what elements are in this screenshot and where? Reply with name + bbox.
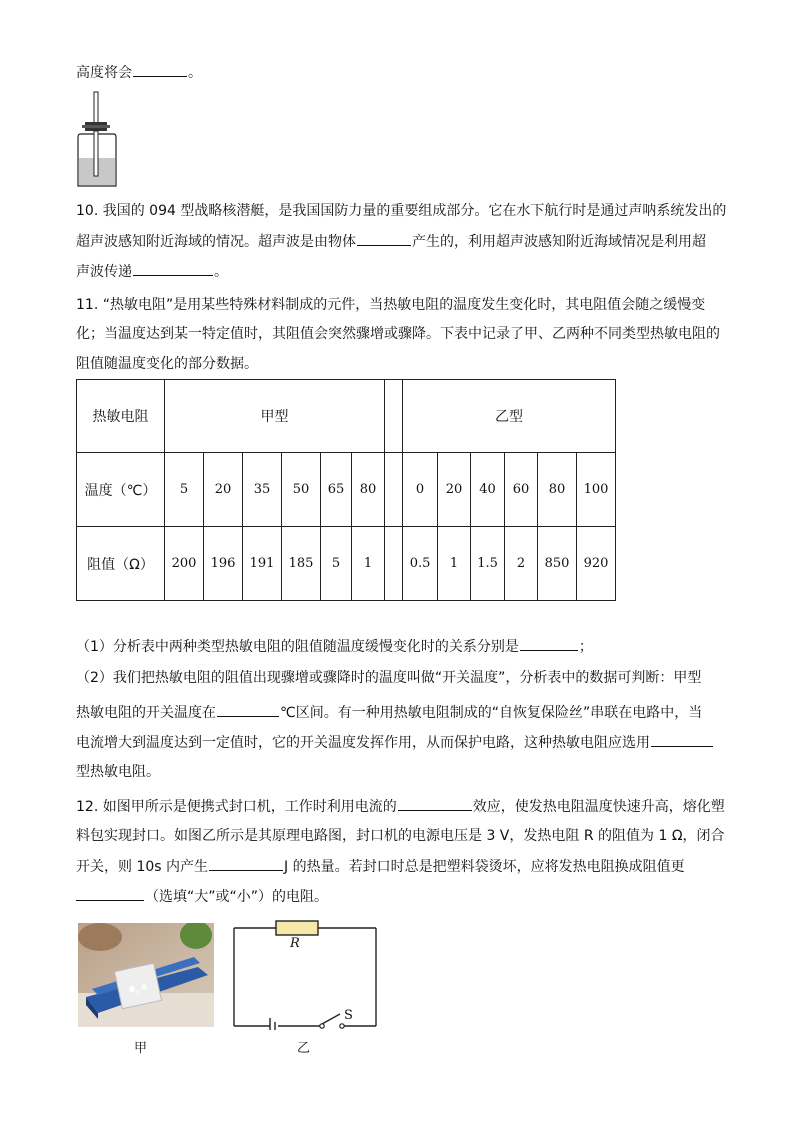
table-cell: 185 xyxy=(282,527,321,601)
table-cell: 80 xyxy=(538,453,577,527)
answer-blank[interactable] xyxy=(133,261,213,276)
table-cell: 850 xyxy=(538,527,577,601)
table-cell: 60 xyxy=(505,453,538,527)
table-cell: 1 xyxy=(352,527,385,601)
figure-b-caption: 乙 xyxy=(297,1041,311,1056)
q10-line-1: 10. 我国的 094 型战略核潜艇，是我国国防力量的重要组成部分。它在水下航行时是通过声呐系统发出的 xyxy=(76,203,727,219)
table-cell: 1.5 xyxy=(471,527,505,601)
table-cell: 50 xyxy=(282,453,321,527)
table-cell: 0 xyxy=(403,453,438,527)
q10-line-3: 声波传递 。 xyxy=(76,261,228,282)
table-cell: 40 xyxy=(471,453,505,527)
top-line: 高度将会 。 xyxy=(76,62,202,83)
thermistor-table xyxy=(76,379,616,601)
bottle-figure xyxy=(74,90,120,190)
spacer-cell xyxy=(385,453,403,527)
answer-blank[interactable] xyxy=(76,886,144,901)
table-row-temperature xyxy=(77,453,616,527)
group-a-header: 甲型 xyxy=(165,380,385,453)
spacer-cell xyxy=(385,380,403,453)
row-header-cell: 热敏电阻 xyxy=(77,380,165,453)
q12-line-3: 开关，则 10s 内产生 J 的热量。若封口时总是把塑料袋烫坏，应将发热电阻换成阻值更 xyxy=(76,856,685,877)
table-cell: 200 xyxy=(165,527,204,601)
table-cell: 65 xyxy=(321,453,352,527)
table-cell: 20 xyxy=(438,453,471,527)
res-label-cell: 阻值（Ω） xyxy=(77,527,165,601)
top-text: 高度将会 xyxy=(76,65,132,81)
q12-line-2: 料包实现封口。如图乙所示是其原理电路图，封口机的电源电压是 3 V，发热电阻 R 的阻值为 1 Ω，闭合 xyxy=(76,828,725,844)
q11-line-2: 化；当温度达到某一特定值时，其阻值会突然骤增或骤降。下表中记录了甲、乙两种不同类型热敏电阻的 xyxy=(76,326,720,342)
switch-label: S xyxy=(344,1008,353,1023)
q12-line-1: 12. 如图甲所示是便携式封口机，工作时利用电流的 效应，使发热电阻温度快速升高，熔化塑 xyxy=(76,796,725,817)
q11-part-2-line-4: 型热敏电阻。 xyxy=(76,764,160,780)
q11-part-2-line-1: （2）我们把热敏电阻的阻值出现骤增或骤降时的温度叫做“开关温度”，分析表中的数据可判断：甲型 xyxy=(76,670,702,686)
table-cell: 0.5 xyxy=(403,527,438,601)
table-cell: 2 xyxy=(505,527,538,601)
resistor-symbol xyxy=(276,921,318,935)
circuit-diagram xyxy=(230,918,380,1030)
q11-part-2-line-2: 热敏电阻的开关温度在 ℃区间。有一种用热敏电阻制成的“自恢复保险丝”串联在电路中，当 xyxy=(76,702,702,723)
heat-sealer-photo xyxy=(78,923,214,1027)
resistor-label: R xyxy=(290,936,300,951)
answer-blank[interactable] xyxy=(398,796,472,811)
table-cell: 100 xyxy=(577,453,616,527)
q11-part-2-line-3: 电流增大到温度达到一定值时，它的开关温度发挥作用，从而保护电路，这种热敏电阻应选用 xyxy=(76,732,714,753)
answer-blank[interactable] xyxy=(133,62,187,77)
table-cell: 20 xyxy=(204,453,243,527)
table-cell: 1 xyxy=(438,527,471,601)
table-cell: 80 xyxy=(352,453,385,527)
table-cell: 35 xyxy=(243,453,282,527)
q11-part-1: （1）分析表中两种类型热敏电阻的阻值随温度缓慢变化时的关系分别是 ； xyxy=(76,636,593,657)
table-cell: 920 xyxy=(577,527,616,601)
answer-blank[interactable] xyxy=(357,231,411,246)
group-b-header: 乙型 xyxy=(403,380,616,453)
table-row-resistance xyxy=(77,527,616,601)
q10-line-2: 超声波感知附近海域的情况。超声波是由物体 产生的，利用超声波感知附近海域情况是利用超 xyxy=(76,231,706,252)
spacer-cell xyxy=(385,527,403,601)
table-cell: 5 xyxy=(165,453,204,527)
answer-blank[interactable] xyxy=(209,856,283,871)
answer-blank[interactable] xyxy=(217,702,279,717)
q11-line-3: 阻值随温度变化的部分数据。 xyxy=(76,356,258,372)
temp-label-cell: 温度（℃） xyxy=(77,453,165,527)
table-header-row xyxy=(77,380,616,453)
q12-line-4: （选填“大”或“小”）的电阻。 xyxy=(76,886,328,907)
table-cell: 5 xyxy=(321,527,352,601)
q11-line-1: 11. “热敏电阻”是用某些特殊材料制成的元件，当热敏电阻的温度发生变化时，其电阻值会随之缓慢变 xyxy=(76,297,706,313)
table-cell: 196 xyxy=(204,527,243,601)
table-cell: 191 xyxy=(243,527,282,601)
answer-blank[interactable] xyxy=(520,636,578,651)
figure-a-caption: 甲 xyxy=(134,1041,148,1056)
answer-blank[interactable] xyxy=(651,732,713,747)
